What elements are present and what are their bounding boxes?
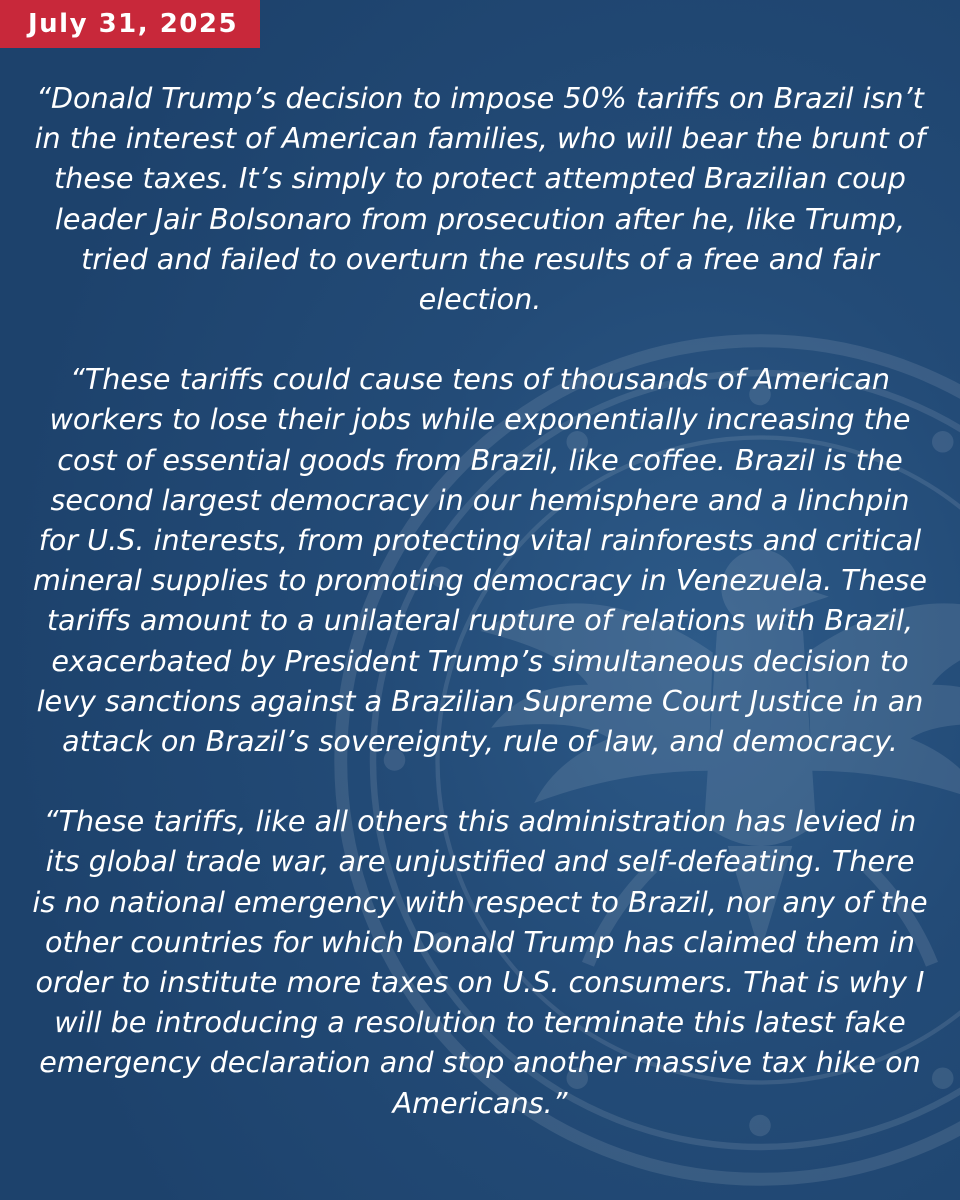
statement-paragraph-3: “These tariffs, like all others this administration has levied in its global trade war, are unjustified and self-defeating. There is no national emergency with respect to Brazil, nor any of the other countries for which Donald Trump has claimed them in order to institute more taxes on U.S. consumers. That is why I will be introducing a resolution to terminate this latest fake emergency declaration and stop another massive tax hike on Americans.”: [32, 804, 928, 1120]
statement-body: [30, 78, 930, 1123]
statement-paragraph-2: “These tariffs could cause tens of thousands of American workers to lose their jobs while exponentially increasing the cost of essential goods from Brazil, like coffee. Brazil is the second largest democracy in our hemisphere and a linchpin for U.S. interests, from protecting vital rainforests and critical mineral supplies to promoting democracy in Venezuela. These tariffs amount to a unilateral rupture of relations with Brazil, exacerbated by President Trump’s simultaneous decision to levy sanctions against a Brazilian Supreme Court Justice in an attack on Brazil’s sovereignty, rule of law, and democracy.: [33, 362, 927, 759]
statement-paragraph-1: “Donald Trump’s decision to impose 50% tariffs on Brazil isn’t in the interest of American families, who will bear the brunt of these taxes. It’s simply to protect attempted Brazilian coup leader Jair Bolsonaro from prosecution after he, like Trump, tried and failed to overturn the results of a free and fair election.: [34, 81, 926, 317]
date-badge: July 31, 2025: [0, 0, 260, 48]
